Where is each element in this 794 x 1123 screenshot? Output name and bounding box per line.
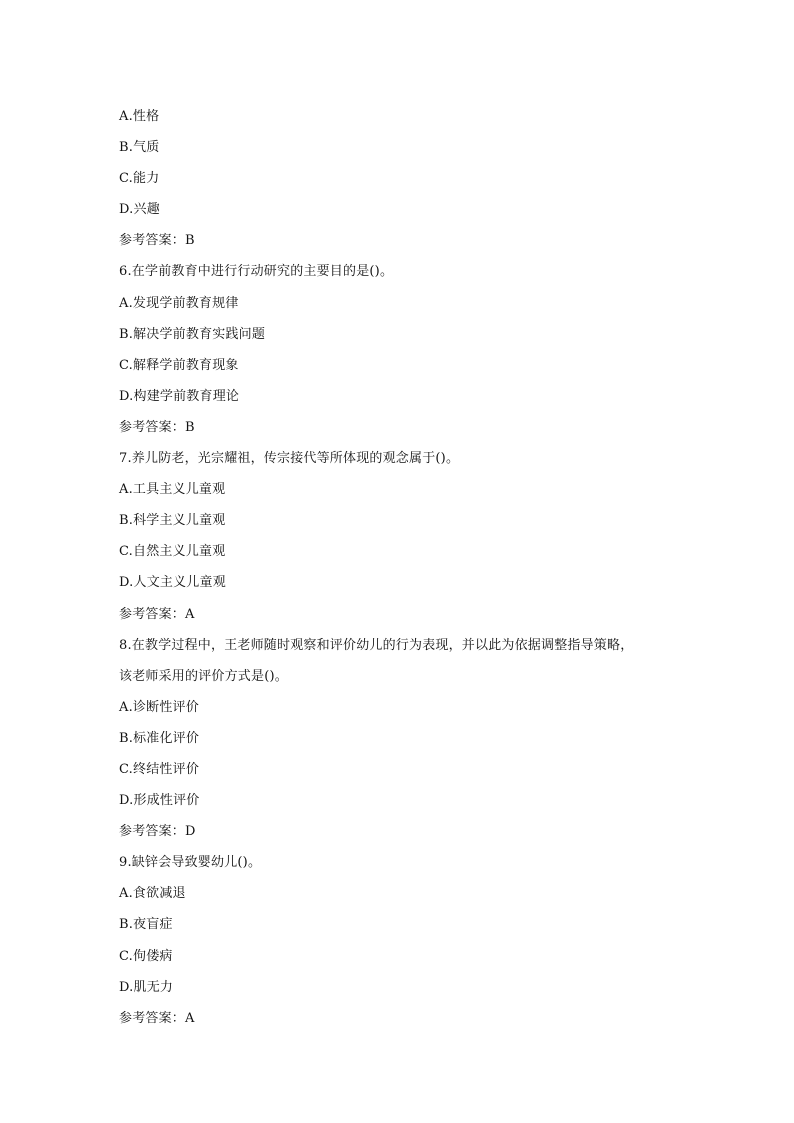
option-d: D.人文主义儿童观	[119, 575, 226, 591]
question-8: 8.在教学过程中，王老师随时观察和评价幼儿的行为表现，并以此为依据调整指导策略，	[119, 637, 634, 653]
option-d: D.构建学前教育理论	[119, 388, 240, 404]
question-9: 9.缺锌会导致婴幼儿()。	[119, 855, 262, 871]
option-b: B.气质	[119, 140, 160, 156]
option-b: B.夜盲症	[119, 917, 173, 933]
option-c: C.解释学前教育现象	[119, 357, 239, 373]
answer-line: 参考答案：D	[119, 824, 196, 840]
option-b: B.科学主义儿童观	[119, 513, 226, 529]
answer-line: 参考答案：A	[119, 606, 195, 622]
option-d: D.肌无力	[119, 979, 174, 995]
document-body	[119, 101, 679, 1034]
option-b: B.解决学前教育实践问题	[119, 326, 266, 342]
answer-line: 参考答案：B	[119, 419, 195, 435]
question-6: 6.在学前教育中进行行动研究的主要目的是()。	[119, 264, 394, 280]
option-c: C.能力	[119, 171, 160, 187]
option-a: A.性格	[119, 109, 160, 124]
question-8-continued: 该老师采用的评价方式是()。	[119, 668, 288, 684]
question-7: 7.养儿防老，光宗耀祖，传宗接代等所体现的观念属于()。	[119, 451, 460, 467]
answer-line: 参考答案：B	[119, 233, 195, 249]
option-c: C.终结性评价	[119, 761, 200, 777]
option-d: D.兴趣	[119, 202, 160, 218]
option-a: A.工具主义儿童观	[119, 482, 226, 498]
option-b: B.标准化评价	[119, 730, 200, 746]
option-c: C.自然主义儿童观	[119, 544, 226, 560]
option-a: A.发现学前教育规律	[119, 295, 239, 311]
option-a: A.食欲减退	[119, 886, 186, 902]
option-d: D.形成性评价	[119, 793, 200, 809]
option-a: A.诊断性评价	[119, 699, 199, 715]
option-c: C.佝偻病	[119, 948, 173, 964]
answer-line: 参考答案：A	[119, 1010, 195, 1026]
